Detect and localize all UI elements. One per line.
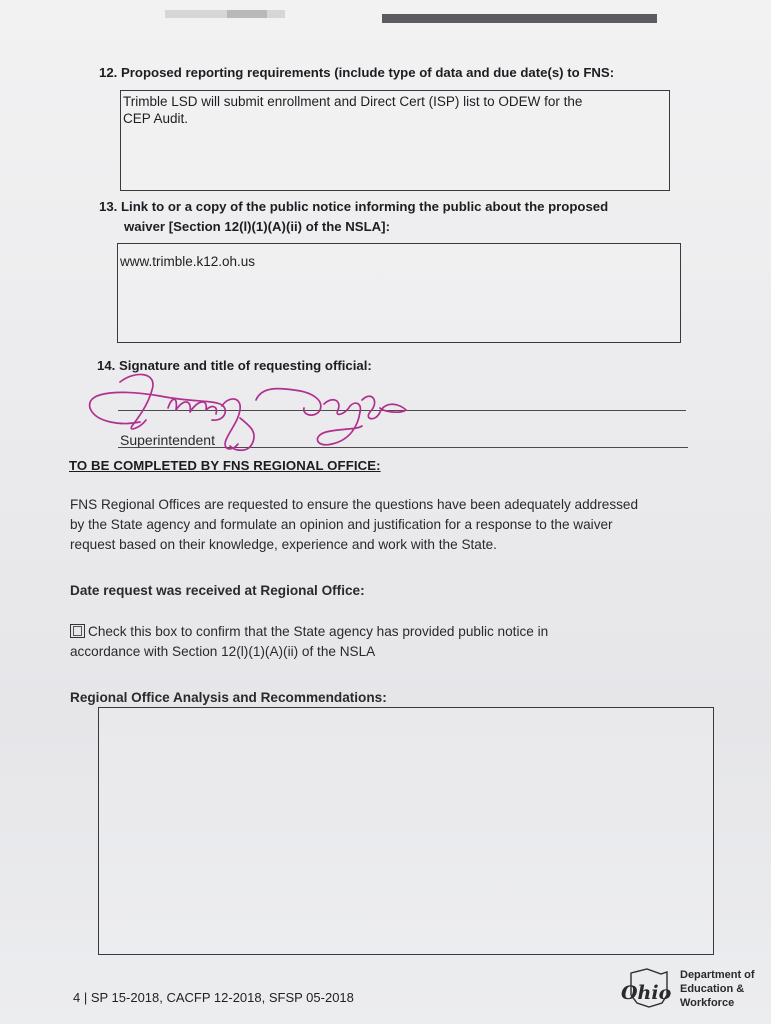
ohio-state-outline-icon (617, 965, 679, 1011)
date-received-label: Date request was received at Regional Office: (70, 583, 365, 598)
q12-answer-box[interactable] (120, 90, 670, 191)
public-notice-check (70, 622, 548, 662)
fns-paragraph-line1: FNS Regional Offices are requested to ensure the questions have been adequately addressed (70, 497, 639, 512)
scan-artifact-bar-dark (382, 14, 657, 23)
q14-label: 14. Signature and title of requesting official: (97, 358, 372, 373)
signature-line (118, 410, 686, 411)
fns-section-heading: TO BE COMPLETED BY FNS REGIONAL OFFICE: (69, 458, 381, 473)
logo-line2: Education & (680, 983, 745, 995)
logo-text-block (680, 968, 755, 1010)
q12-label: 12. Proposed reporting requirements (include type of data and due date(s) to FNS: (99, 65, 615, 80)
ohio-script-text: Ohio (621, 982, 672, 1004)
q13-label-line1: 13. Link to or a copy of the public notice informing the public about the proposed (99, 199, 609, 214)
logo-line1: Department of (680, 969, 755, 981)
q13-answer-box[interactable] (117, 243, 681, 343)
q13-label-line2: waiver [Section 12(l)(1)(A)(ii) of the NSLA]: (124, 219, 390, 234)
title-line (118, 447, 688, 448)
q13-answer: www.trimble.k12.oh.us (120, 254, 256, 269)
analysis-label: Regional Office Analysis and Recommendations: (70, 690, 387, 705)
ohio-dew-logo (617, 965, 767, 1015)
public-notice-checkbox[interactable] (70, 624, 85, 638)
scan-artifact-bar (165, 10, 285, 18)
checkbox-label-line1: Check this box to confirm that the State agency has provided public notice in (88, 624, 549, 639)
checkbox-label-line2: accordance with Section 12(l)(1)(A)(ii) of the NSLA (70, 644, 376, 659)
fns-paragraph (70, 495, 638, 555)
fns-paragraph-line2: by the State agency and formulate an opinion and justification for a response to the waiver (70, 517, 613, 532)
logo-line3: Workforce (680, 997, 735, 1009)
fns-paragraph-line3: request based on their knowledge, experience and work with the State. (70, 537, 497, 552)
q12-answer-line2: CEP Audit. (123, 111, 189, 126)
q12-answer-line1: Trimble LSD will submit enrollment and Direct Cert (ISP) list to ODEW for the (123, 94, 583, 109)
official-title: Superintendent (120, 432, 215, 448)
analysis-box[interactable] (98, 707, 714, 955)
footer-page-reference: 4 | SP 15-2018, CACFP 12-2018, SFSP 05-2018 (73, 990, 354, 1005)
